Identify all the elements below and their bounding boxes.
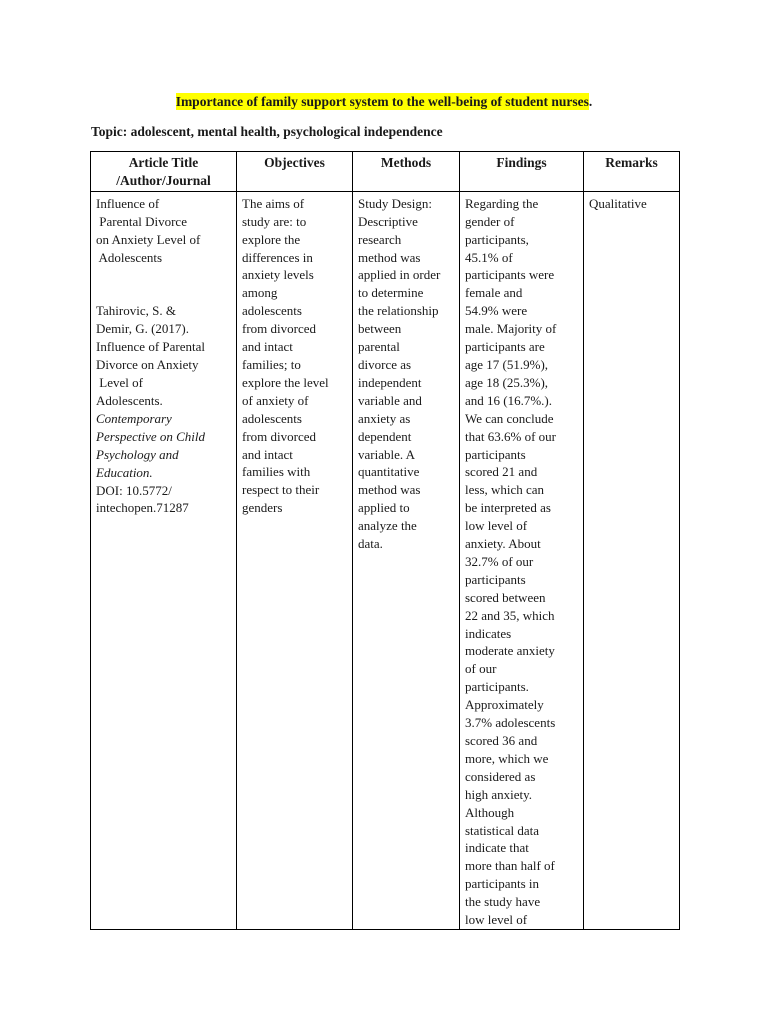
- header-article-title: Article Title /Author/Journal: [91, 152, 237, 192]
- cell-article-title: [91, 191, 237, 929]
- text-line: male. Majority of: [465, 321, 557, 337]
- text-line: applied in order: [358, 267, 441, 283]
- text-line: study are: to: [242, 213, 307, 229]
- cell-remarks: [584, 191, 680, 929]
- text-line: adolescents: [242, 410, 302, 426]
- text-line: participants.: [465, 679, 529, 695]
- text-line: 54.9% were: [465, 303, 528, 319]
- text-line: participants in: [465, 876, 540, 892]
- text-line: Influence of Parental: [96, 339, 206, 355]
- literature-review-table: [90, 151, 680, 930]
- text-line: female and: [465, 285, 523, 301]
- text-line: the relationship: [358, 303, 439, 319]
- text-line: scored 21 and: [465, 464, 538, 480]
- text-line: the study have: [465, 894, 541, 910]
- text-line: variable. A: [358, 446, 416, 462]
- highlighted-title-text: Importance of family support system to the well-being of student nurses: [175, 94, 589, 109]
- text-line: low level of: [465, 912, 528, 928]
- text-line: less, which can: [465, 482, 545, 498]
- text-line: Demir, G. (2017).: [96, 321, 189, 337]
- text-line: indicates: [465, 625, 512, 641]
- text-line: dependent: [358, 428, 412, 444]
- findings-text: [465, 195, 578, 929]
- text-line: The aims of: [242, 195, 305, 211]
- text-line: 3.7% adolescents: [465, 715, 556, 731]
- text-line: more, which we: [465, 750, 549, 766]
- text-line: to determine: [358, 285, 424, 301]
- text-line: that 63.6% of our: [465, 428, 556, 444]
- text-line: from divorced: [242, 321, 317, 337]
- header-objectives: Objectives: [237, 152, 353, 192]
- text-line: and intact: [242, 446, 293, 462]
- text-line: 45.1% of: [465, 249, 513, 265]
- text-line: Level of: [96, 375, 143, 391]
- text-line: between: [358, 321, 402, 337]
- text-line: indicate that: [465, 840, 529, 856]
- text-line: more than half of: [465, 858, 555, 874]
- text-line: age 18 (25.3%),: [465, 374, 549, 390]
- text-line: anxiety levels: [242, 267, 314, 283]
- text-line: anxiety as: [358, 410, 411, 426]
- text-line: research: [358, 231, 402, 247]
- text-line: We can conclude: [465, 410, 554, 426]
- text-line: Approximately: [465, 697, 544, 713]
- text-line: Influence of: [96, 195, 160, 211]
- text-line: applied to: [358, 500, 410, 516]
- text-line: participants were: [465, 267, 555, 283]
- text-line: method was: [358, 249, 421, 265]
- text-line: respect to their: [242, 482, 320, 498]
- cell-findings: [460, 191, 584, 929]
- text-line: and intact: [242, 339, 293, 355]
- text-line: among: [242, 285, 278, 301]
- text-line: explore the: [242, 231, 301, 247]
- header-remarks: Remarks: [584, 152, 680, 192]
- header-findings: Findings: [460, 152, 584, 192]
- text-line: from divorced: [242, 428, 317, 444]
- text-line: participants,: [465, 231, 529, 247]
- text-line: Although: [465, 804, 515, 820]
- text-line: variable and: [358, 392, 422, 408]
- text-line: Study Design:: [358, 195, 433, 211]
- text-line: Contemporary: [96, 410, 172, 426]
- table-header-row: [91, 152, 680, 192]
- text-line: divorce as: [358, 356, 412, 372]
- text-line: Psychology and: [96, 446, 179, 462]
- document-title: [0, 92, 768, 112]
- text-line: analyze the: [358, 518, 417, 534]
- objectives-text: [242, 195, 347, 517]
- text-line: be interpreted as: [465, 500, 551, 516]
- text-line: moderate anxiety: [465, 643, 555, 659]
- methods-text: [358, 195, 454, 553]
- text-line: differences in: [242, 249, 313, 265]
- text-line: statistical data: [465, 822, 540, 838]
- text-line: genders: [242, 500, 283, 516]
- text-line: families with: [242, 464, 311, 480]
- text-line: families; to: [242, 356, 301, 372]
- text-line: Adolescents.: [96, 392, 163, 408]
- text-line: scored between: [465, 589, 546, 605]
- citation-text: [96, 302, 231, 409]
- article-title-text: [96, 195, 231, 267]
- text-line: Regarding the: [465, 195, 539, 211]
- text-line: method was: [358, 482, 421, 498]
- text-line: high anxiety.: [465, 786, 533, 802]
- text-line: Divorce on Anxiety: [96, 357, 199, 373]
- text-line: Perspective on Child: [96, 428, 206, 444]
- text-line: participants are: [465, 339, 545, 355]
- remarks-text: Qualitative: [589, 195, 647, 211]
- text-line: Tahirovic, S. &: [96, 303, 176, 319]
- text-line: DOI: 10.5772/: [96, 482, 172, 498]
- text-line: adolescents: [242, 303, 302, 319]
- text-line: Adolescents: [96, 249, 163, 265]
- text-line: 32.7% of our: [465, 553, 534, 569]
- text-line: participants: [465, 446, 526, 462]
- text-line: participants: [465, 571, 526, 587]
- text-line: explore the level: [242, 374, 329, 390]
- cell-methods: [353, 191, 460, 929]
- text-line: considered as: [465, 768, 536, 784]
- text-line: age 17 (51.9%),: [465, 356, 549, 372]
- title-period: .: [588, 94, 593, 109]
- text-line: gender of: [465, 213, 515, 229]
- cell-objectives: [237, 191, 353, 929]
- text-line: low level of: [465, 518, 528, 534]
- doi-text: [96, 482, 231, 518]
- text-line: Descriptive: [358, 213, 418, 229]
- text-line: 22 and 35, which: [465, 607, 555, 623]
- text-line: of anxiety of: [242, 392, 309, 408]
- journal-name: [96, 410, 231, 482]
- header-methods: Methods: [353, 152, 460, 192]
- text-line: anxiety. About: [465, 536, 541, 552]
- text-line: of our: [465, 661, 497, 677]
- topic-line: Topic: adolescent, mental health, psychological independence: [91, 124, 443, 139]
- text-line: data.: [358, 536, 383, 552]
- table-row: [91, 191, 680, 929]
- text-line: parental: [358, 339, 400, 355]
- text-line: Education.: [96, 464, 153, 480]
- text-line: independent: [358, 374, 422, 390]
- text-line: and 16 (16.7%.).: [465, 392, 553, 408]
- text-line: Parental Divorce: [96, 213, 187, 229]
- text-line: on Anxiety Level of: [96, 231, 201, 247]
- text-line: intechopen.71287: [96, 500, 189, 516]
- text-line: scored 36 and: [465, 733, 538, 748]
- text-line: quantitative: [358, 464, 420, 480]
